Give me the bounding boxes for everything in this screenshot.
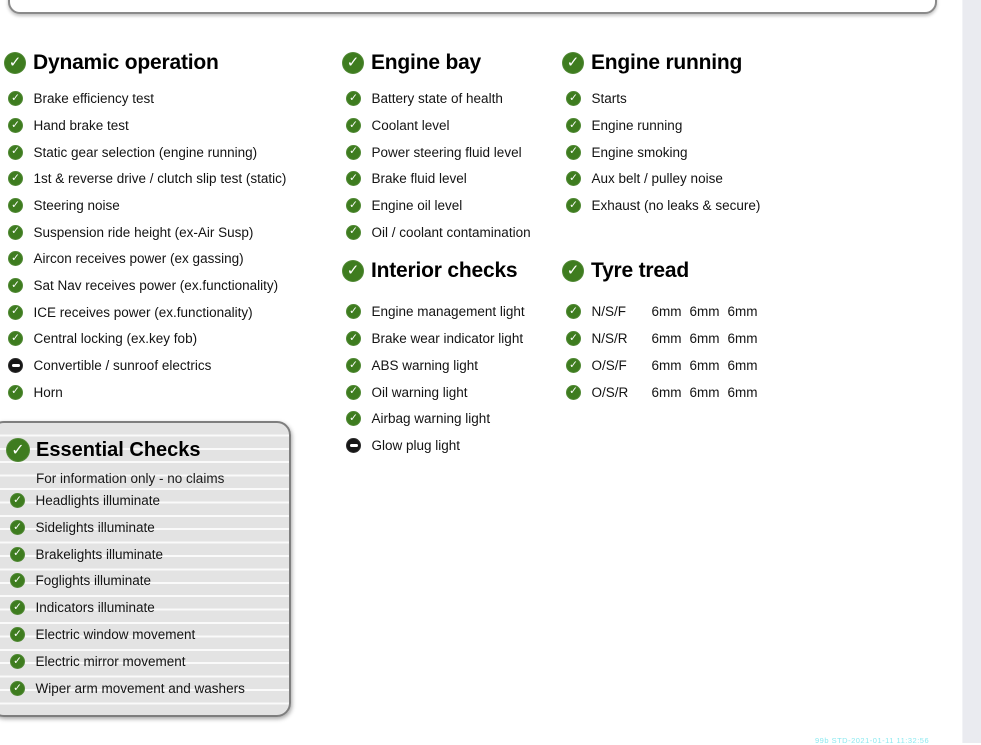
check-circle-icon	[8, 251, 23, 266]
tyre-depth-value: 6mm	[689, 357, 720, 373]
tyre-position-label: O/S/R	[591, 384, 629, 400]
check-item-label: Convertible / sunroof electrics	[33, 358, 212, 374]
check-circle-icon	[10, 520, 25, 535]
engine-running-list	[558, 85, 808, 218]
check-item	[338, 432, 558, 459]
check-item-label: Hand brake test	[33, 117, 129, 133]
dynamic-operation-list	[0, 85, 335, 405]
top-panel	[8, 0, 937, 14]
check-circle-icon	[562, 260, 584, 282]
check-item	[0, 165, 335, 192]
check-item-label: Static gear selection (engine running)	[33, 144, 258, 160]
tyre-position-label: N/S/R	[591, 331, 628, 347]
section-title: Interior checks	[371, 259, 518, 282]
check-item-label: Suspension ride height (ex-Air Susp)	[33, 224, 254, 240]
check-item-label: Headlights illuminate	[35, 492, 161, 508]
check-item	[338, 405, 558, 432]
check-item-label: Brake fluid level	[371, 171, 467, 187]
check-item-label: Indicators illuminate	[35, 600, 155, 616]
check-item	[338, 139, 558, 166]
check-circle-icon	[342, 52, 364, 74]
section-header-dynamic-operation	[0, 48, 335, 78]
tyre-tread-row	[558, 352, 808, 379]
section-title: Essential Checks	[36, 438, 201, 461]
tyre-tread-row	[558, 299, 808, 326]
check-circle-icon	[346, 225, 361, 240]
tyre-depth-value: 6mm	[689, 304, 720, 320]
check-item-label: Glow plug light	[371, 437, 461, 453]
check-item-label: Battery state of health	[371, 91, 503, 107]
check-item	[0, 112, 335, 139]
check-item	[558, 192, 808, 219]
check-circle-icon	[346, 385, 361, 400]
check-item-label: ICE receives power (ex.functionality)	[33, 304, 253, 320]
check-circle-icon	[346, 145, 361, 160]
essential-checks-note: For information only - no claims	[36, 471, 225, 486]
check-item	[558, 165, 808, 192]
check-item	[2, 648, 289, 675]
check-item-label: Horn	[33, 384, 63, 400]
check-circle-icon	[6, 438, 30, 462]
check-item-label: Engine smoking	[591, 144, 688, 160]
section-header-engine-bay	[338, 48, 558, 78]
check-item-label: Coolant level	[371, 117, 450, 133]
check-item	[2, 568, 289, 595]
check-circle-icon	[342, 260, 364, 282]
check-item-label: Aircon receives power (ex gassing)	[33, 251, 244, 267]
check-circle-icon	[8, 91, 23, 106]
engine-bay-list	[338, 85, 558, 245]
essential-checks-panel	[0, 421, 291, 717]
check-circle-icon	[10, 547, 25, 562]
tyre-depth-value: 6mm	[651, 384, 682, 400]
check-item	[0, 192, 335, 219]
check-circle-icon	[566, 145, 581, 160]
check-item	[0, 139, 335, 166]
check-circle-icon	[562, 52, 584, 74]
check-item-label: Steering noise	[33, 197, 120, 213]
check-item	[0, 219, 335, 246]
check-circle-icon	[566, 385, 581, 400]
check-item	[338, 325, 558, 352]
check-item	[338, 299, 558, 326]
check-circle-icon	[566, 304, 581, 319]
section-title: Tyre tread	[591, 259, 689, 282]
tyre-tread-list	[558, 299, 808, 406]
check-circle-icon	[346, 198, 361, 213]
check-item	[0, 245, 335, 272]
check-item	[558, 139, 808, 166]
check-item	[2, 675, 289, 702]
check-circle-icon	[4, 52, 26, 74]
check-circle-icon	[8, 198, 23, 213]
check-item	[338, 352, 558, 379]
check-circle-icon	[10, 654, 25, 669]
tyre-depth-value: 6mm	[727, 357, 758, 373]
check-item-label: Electric mirror movement	[35, 653, 186, 669]
section-header-tyre-tread	[558, 256, 808, 286]
check-circle-icon	[10, 681, 25, 696]
check-circle-icon	[346, 411, 361, 426]
check-item	[0, 272, 335, 299]
check-circle-icon	[566, 358, 581, 373]
check-circle-icon	[8, 305, 23, 320]
check-item	[338, 192, 558, 219]
check-item	[338, 165, 558, 192]
tyre-depth-value: 6mm	[651, 331, 682, 347]
check-circle-icon	[346, 331, 361, 346]
check-item-label: Oil / coolant contamination	[371, 224, 531, 240]
tyre-depth-value: 6mm	[651, 304, 682, 320]
check-item-label: Brakelights illuminate	[35, 546, 164, 562]
check-circle-icon	[10, 600, 25, 615]
check-circle-icon	[8, 225, 23, 240]
check-item-label: Engine management light	[371, 304, 525, 320]
interior-checks-list	[338, 299, 558, 459]
check-circle-icon	[346, 171, 361, 186]
tyre-tread-row	[558, 379, 808, 406]
check-item	[0, 299, 335, 326]
check-circle-icon	[346, 358, 361, 373]
check-item-label: Electric window movement	[35, 627, 196, 643]
tyre-position-label: O/S/F	[591, 357, 627, 373]
check-item-label: Brake wear indicator light	[371, 331, 524, 347]
section-header-engine-running	[558, 48, 808, 78]
check-item-label: 1st & reverse drive / clutch slip test (static)	[33, 171, 287, 187]
check-circle-icon	[566, 198, 581, 213]
check-circle-icon	[566, 91, 581, 106]
section-header-essential-checks	[2, 435, 201, 465]
essential-checks-list	[2, 487, 289, 702]
check-item-label: Aux belt / pulley noise	[591, 171, 723, 187]
check-circle-icon	[566, 118, 581, 133]
check-item	[2, 541, 289, 568]
check-item	[558, 112, 808, 139]
section-title: Engine running	[591, 51, 743, 74]
check-item	[338, 219, 558, 246]
tyre-depth-value: 6mm	[727, 384, 758, 400]
check-item-label: Oil warning light	[371, 384, 468, 400]
not-applicable-icon	[346, 438, 361, 453]
tyre-position-label: N/S/F	[591, 304, 627, 320]
check-item-label: Engine oil level	[371, 197, 463, 213]
check-item	[0, 352, 335, 379]
check-circle-icon	[566, 171, 581, 186]
check-item	[338, 112, 558, 139]
check-item-label: Sidelights illuminate	[35, 519, 155, 535]
check-circle-icon	[10, 573, 25, 588]
check-item-label: Sat Nav receives power (ex.functionality)	[33, 277, 279, 293]
check-item-label: Starts	[591, 91, 627, 107]
check-item	[0, 325, 335, 352]
check-item-label: Engine running	[591, 117, 683, 133]
check-circle-icon	[8, 278, 23, 293]
check-item	[2, 514, 289, 541]
check-item-label: Foglights illuminate	[35, 573, 152, 589]
tyre-tread-row	[558, 325, 808, 352]
check-item-label: Wiper arm movement and washers	[35, 680, 245, 696]
check-circle-icon	[346, 304, 361, 319]
check-circle-icon	[566, 331, 581, 346]
check-item-label: ABS warning light	[371, 357, 479, 373]
section-title: Engine bay	[371, 51, 482, 74]
check-item-label: Airbag warning light	[371, 411, 491, 427]
check-item	[558, 85, 808, 112]
tyre-depth-value: 6mm	[651, 357, 682, 373]
check-circle-icon	[346, 91, 361, 106]
check-item	[0, 379, 335, 406]
check-circle-icon	[8, 145, 23, 160]
watermark-timestamp: 99b STD-2021-01-11 11:32:56	[815, 736, 930, 745]
check-circle-icon	[346, 118, 361, 133]
tyre-depth-value: 6mm	[727, 304, 758, 320]
tyre-depth-value: 6mm	[689, 384, 720, 400]
tyre-depth-value: 6mm	[727, 331, 758, 347]
scrollbar-track[interactable]	[962, 0, 981, 743]
check-circle-icon	[10, 493, 25, 508]
check-item	[338, 379, 558, 406]
not-applicable-icon	[8, 358, 23, 373]
check-item	[2, 594, 289, 621]
section-header-interior-checks	[338, 256, 558, 286]
check-item-label: Central locking (ex.key fob)	[33, 331, 198, 347]
tyre-depth-value: 6mm	[689, 331, 720, 347]
check-item-label: Exhaust (no leaks & secure)	[591, 197, 761, 213]
check-circle-icon	[10, 627, 25, 642]
check-item	[2, 487, 289, 514]
check-item-label: Power steering fluid level	[371, 144, 522, 160]
check-circle-icon	[8, 118, 23, 133]
check-circle-icon	[8, 171, 23, 186]
section-title: Dynamic operation	[33, 51, 219, 74]
check-item	[0, 85, 335, 112]
check-circle-icon	[8, 385, 23, 400]
essential-checks-content	[2, 423, 289, 715]
check-item	[338, 85, 558, 112]
check-circle-icon	[8, 331, 23, 346]
check-item	[2, 621, 289, 648]
check-item-label: Brake efficiency test	[33, 91, 155, 107]
